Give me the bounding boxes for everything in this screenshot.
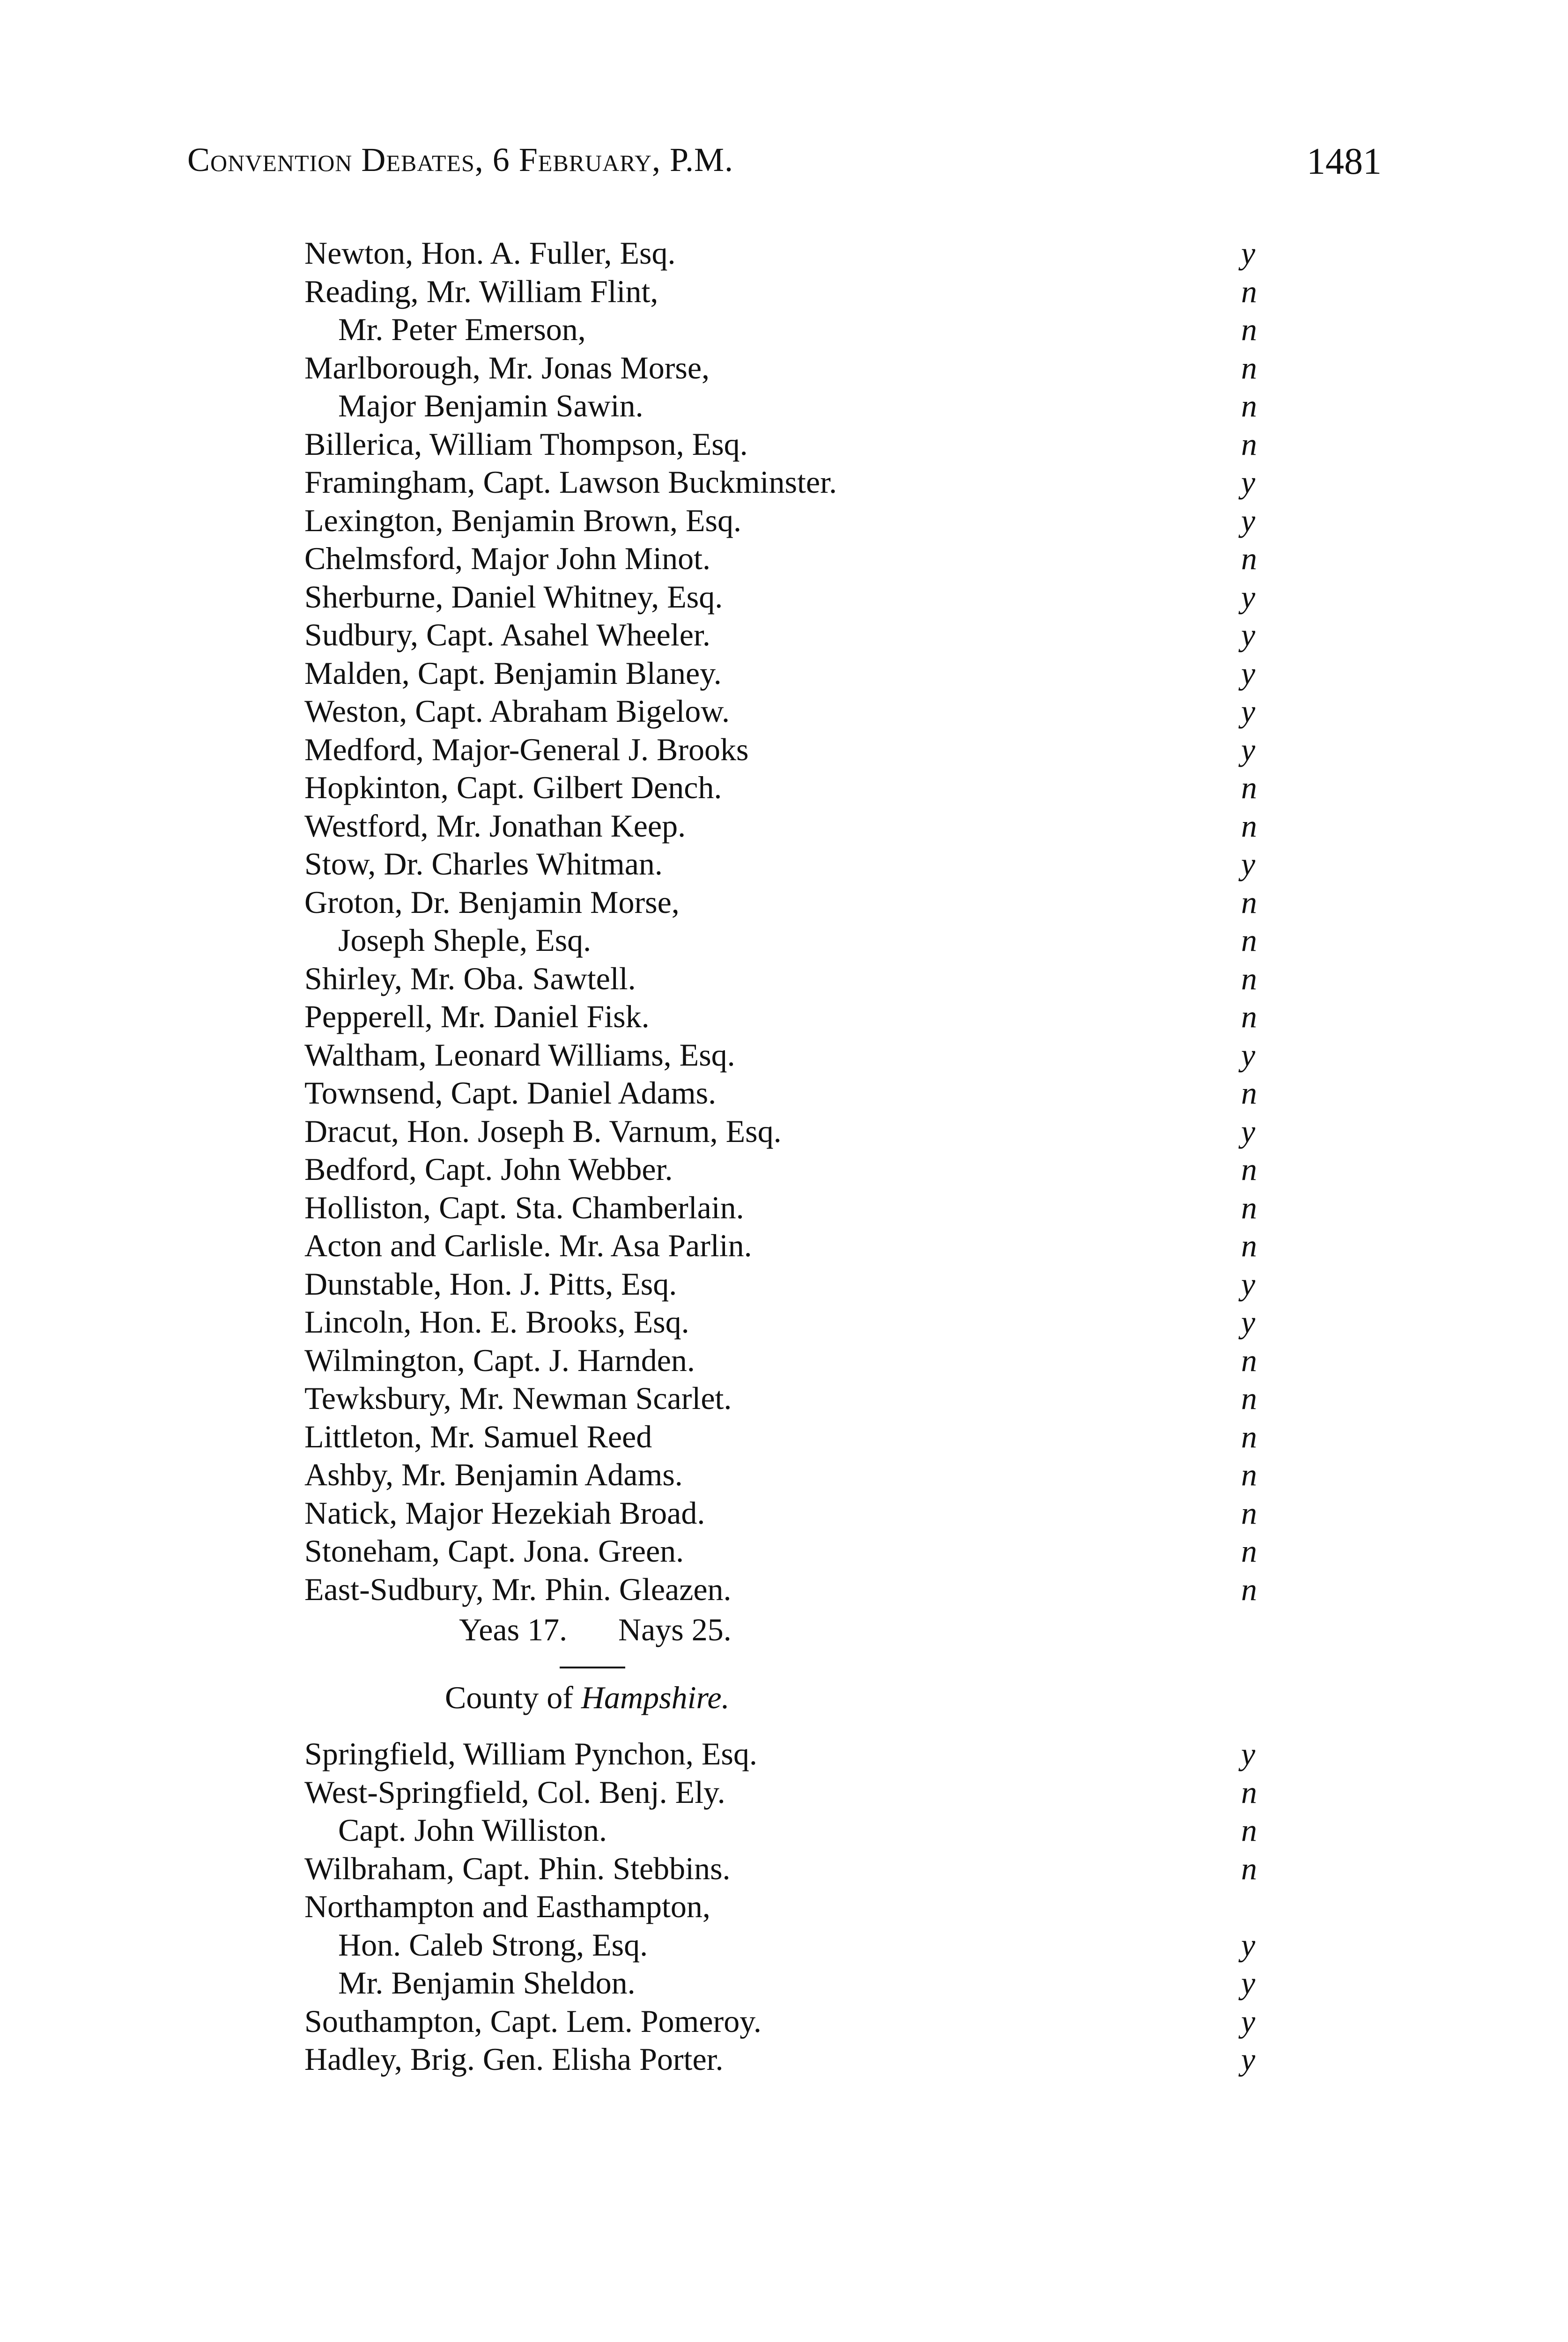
vote-row: [304, 1379, 1288, 1418]
middlesex-vote-rows: [304, 234, 1288, 1608]
running-head: [187, 141, 1382, 197]
page-number: 1481: [1307, 141, 1382, 182]
vote-row: [304, 578, 1288, 616]
delegate-name: Capt. John Williston.: [338, 1812, 607, 1848]
vote-row: [304, 1735, 1288, 1773]
delegate-name: Littleton, Mr. Samuel Reed: [304, 1418, 652, 1454]
vote-row: [304, 540, 1288, 578]
running-head-title: Convention Debates, 6 February, P.M.: [187, 141, 734, 178]
vote-mark: n: [1241, 1075, 1257, 1111]
vote-mark: n: [1241, 1151, 1257, 1187]
delegate-name: Reading, Mr. William Flint,: [304, 273, 658, 309]
delegate-name: Sudbury, Capt. Asahel Wheeler.: [304, 617, 710, 652]
vote-mark: y: [1241, 655, 1256, 691]
vote-mark: n: [1241, 1850, 1257, 1886]
vote-mark: y: [1241, 731, 1256, 767]
delegate-name: Weston, Capt. Abraham Bigelow.: [304, 693, 730, 729]
vote-row: [304, 1189, 1288, 1227]
vote-mark: y: [1241, 464, 1256, 500]
vote-mark: n: [1241, 1533, 1257, 1569]
vote-row: [304, 1303, 1288, 1341]
vote-mark: y: [1241, 1113, 1256, 1149]
delegate-name: Northampton and Easthampton,: [304, 1889, 710, 1924]
vote-mark: y: [1241, 1965, 1256, 2001]
delegate-name: Hopkinton, Capt. Gilbert Dench.: [304, 770, 722, 805]
vote-row: [304, 387, 1288, 425]
delegate-name: Groton, Dr. Benjamin Morse,: [304, 884, 680, 920]
vote-list: [304, 234, 1288, 2079]
delegate-name: Southampton, Capt. Lem. Pomeroy.: [304, 2003, 762, 2039]
delegate-name: Acton and Carlisle. Mr. Asa Parlin.: [304, 1228, 752, 1263]
delegate-name: Wilmington, Capt. J. Harnden.: [304, 1342, 695, 1378]
delegate-name: Billerica, William Thompson, Esq.: [304, 426, 748, 462]
vote-row: [304, 1571, 1288, 1609]
vote-row: [304, 273, 1288, 311]
vote-mark: y: [1241, 1927, 1256, 1963]
delegate-name: Lexington, Benjamin Brown, Esq.: [304, 502, 742, 538]
delegate-name: Waltham, Leonard Williams, Esq.: [304, 1037, 735, 1073]
vote-mark: n: [1241, 922, 1257, 958]
vote-mark: y: [1241, 578, 1256, 615]
delegate-name: Pepperell, Mr. Daniel Fisk.: [304, 999, 650, 1034]
vote-row: [304, 349, 1288, 387]
delegate-name: Dunstable, Hon. J. Pitts, Esq.: [304, 1266, 677, 1302]
vote-row: [304, 1773, 1288, 1812]
vote-mark: n: [1241, 1457, 1257, 1492]
vote-mark: n: [1241, 960, 1257, 996]
delegate-name: Hon. Caleb Strong, Esq.: [338, 1927, 648, 1963]
vote-row: [304, 1888, 1288, 1926]
vote-mark: n: [1241, 808, 1257, 844]
vote-row: [304, 1227, 1288, 1265]
vote-mark: n: [1241, 884, 1257, 920]
vote-row: [304, 845, 1288, 883]
vote-row: [304, 2040, 1288, 2079]
vote-mark: n: [1241, 1228, 1257, 1263]
delegate-name: Wilbraham, Capt. Phin. Stebbins.: [304, 1850, 731, 1886]
delegate-name: Ashby, Mr. Benjamin Adams.: [304, 1457, 683, 1492]
delegate-name: Stoneham, Capt. Jona. Green.: [304, 1533, 684, 1569]
vote-row: [304, 731, 1288, 769]
vote-mark: n: [1241, 1380, 1257, 1416]
delegate-name: Bedford, Capt. John Webber.: [304, 1151, 673, 1187]
vote-row: [304, 1964, 1288, 2002]
delegate-name: Major Benjamin Sawin.: [338, 388, 643, 423]
delegate-name: Malden, Capt. Benjamin Blaney.: [304, 655, 722, 691]
vote-mark: n: [1241, 1495, 1257, 1531]
vote-row: [304, 1926, 1288, 1964]
vote-tally: [304, 1608, 1288, 1651]
vote-row: [304, 1036, 1288, 1075]
tally-yeas: Yeas 17.: [459, 1612, 568, 1647]
vote-row: [304, 1418, 1288, 1456]
county-heading-prefix: County of: [445, 1680, 581, 1715]
vote-row: [304, 883, 1288, 922]
vote-row: [304, 1532, 1288, 1571]
vote-mark: n: [1241, 388, 1257, 423]
delegate-name: Natick, Major Hezekiah Broad.: [304, 1495, 705, 1531]
delegate-name: Mr. Benjamin Sheldon.: [338, 1965, 636, 2001]
delegate-name: Stow, Dr. Charles Whitman.: [304, 846, 663, 882]
delegate-name: Dracut, Hon. Joseph B. Varnum, Esq.: [304, 1113, 782, 1149]
vote-row: [304, 921, 1288, 960]
county-heading: [304, 1669, 1288, 1735]
vote-mark: n: [1241, 349, 1257, 385]
vote-row: [304, 2002, 1288, 2041]
vote-row: [304, 311, 1288, 349]
hampshire-vote-rows: [304, 1735, 1288, 2079]
vote-row: [304, 769, 1288, 807]
vote-mark: n: [1241, 1418, 1257, 1454]
vote-mark: y: [1241, 2041, 1256, 2077]
vote-row: [304, 1112, 1288, 1151]
vote-mark: y: [1241, 2003, 1256, 2039]
vote-mark: y: [1241, 502, 1256, 538]
delegate-name: Chelmsford, Major John Minot.: [304, 541, 710, 576]
vote-row: [304, 616, 1288, 654]
vote-row: [304, 807, 1288, 845]
delegate-name: Sherburne, Daniel Whitney, Esq.: [304, 578, 723, 615]
vote-mark: n: [1241, 1342, 1257, 1378]
delegate-name: Marlborough, Mr. Jonas Morse,: [304, 349, 710, 385]
vote-mark: y: [1241, 1304, 1256, 1340]
vote-row: [304, 998, 1288, 1036]
delegate-name: East-Sudbury, Mr. Phin. Gleazen.: [304, 1571, 732, 1607]
delegate-name: Springfield, William Pynchon, Esq.: [304, 1736, 757, 1771]
vote-mark: n: [1241, 426, 1257, 462]
vote-row: [304, 463, 1288, 502]
vote-row: [304, 1074, 1288, 1112]
county-heading-text: [445, 1669, 730, 1726]
vote-mark: n: [1241, 1812, 1257, 1848]
vote-mark: y: [1241, 235, 1256, 271]
tally-nays: Nays 25.: [618, 1612, 732, 1647]
vote-mark: n: [1241, 311, 1257, 347]
vote-mark: y: [1241, 1736, 1256, 1771]
vote-mark: n: [1241, 273, 1257, 309]
vote-row: [304, 1456, 1288, 1494]
vote-mark: n: [1241, 1774, 1257, 1810]
county-heading-name: Hampshire.: [581, 1680, 730, 1715]
vote-row: [304, 502, 1288, 540]
vote-row: [304, 1265, 1288, 1304]
vote-row: [304, 425, 1288, 464]
vote-row: [304, 654, 1288, 693]
vote-row: [304, 1150, 1288, 1189]
section-divider: [304, 1651, 1288, 1669]
vote-mark: n: [1241, 1571, 1257, 1607]
vote-row: [304, 692, 1288, 731]
vote-row: [304, 1811, 1288, 1850]
vote-mark: y: [1241, 617, 1256, 652]
delegate-name: Shirley, Mr. Oba. Sawtell.: [304, 960, 636, 996]
delegate-name: Medford, Major-General J. Brooks: [304, 731, 749, 767]
vote-row: [304, 234, 1288, 273]
vote-row: [304, 960, 1288, 998]
delegate-name: Joseph Sheple, Esq.: [338, 922, 592, 958]
vote-mark: n: [1241, 541, 1257, 576]
delegate-name: Lincoln, Hon. E. Brooks, Esq.: [304, 1304, 689, 1340]
vote-mark: y: [1241, 1266, 1256, 1302]
vote-mark: y: [1241, 693, 1256, 729]
delegate-name: Hadley, Brig. Gen. Elisha Porter.: [304, 2041, 724, 2077]
delegate-name: Mr. Peter Emerson,: [338, 311, 586, 347]
vote-mark: y: [1241, 846, 1256, 882]
delegate-name: Framingham, Capt. Lawson Buckminster.: [304, 464, 837, 500]
vote-mark: y: [1241, 1037, 1256, 1073]
delegate-name: Westford, Mr. Jonathan Keep.: [304, 808, 686, 844]
vote-mark: n: [1241, 1189, 1257, 1225]
delegate-name: Newton, Hon. A. Fuller, Esq.: [304, 235, 676, 271]
delegate-name: West-Springfield, Col. Benj. Ely.: [304, 1774, 725, 1810]
vote-mark: n: [1241, 999, 1257, 1034]
delegate-name: Townsend, Capt. Daniel Adams.: [304, 1075, 717, 1111]
vote-row: [304, 1850, 1288, 1888]
vote-row: [304, 1341, 1288, 1380]
delegate-name: Tewksbury, Mr. Newman Scarlet.: [304, 1380, 732, 1416]
vote-mark: n: [1241, 770, 1257, 805]
delegate-name: Holliston, Capt. Sta. Chamberlain.: [304, 1189, 744, 1225]
vote-row: [304, 1494, 1288, 1533]
